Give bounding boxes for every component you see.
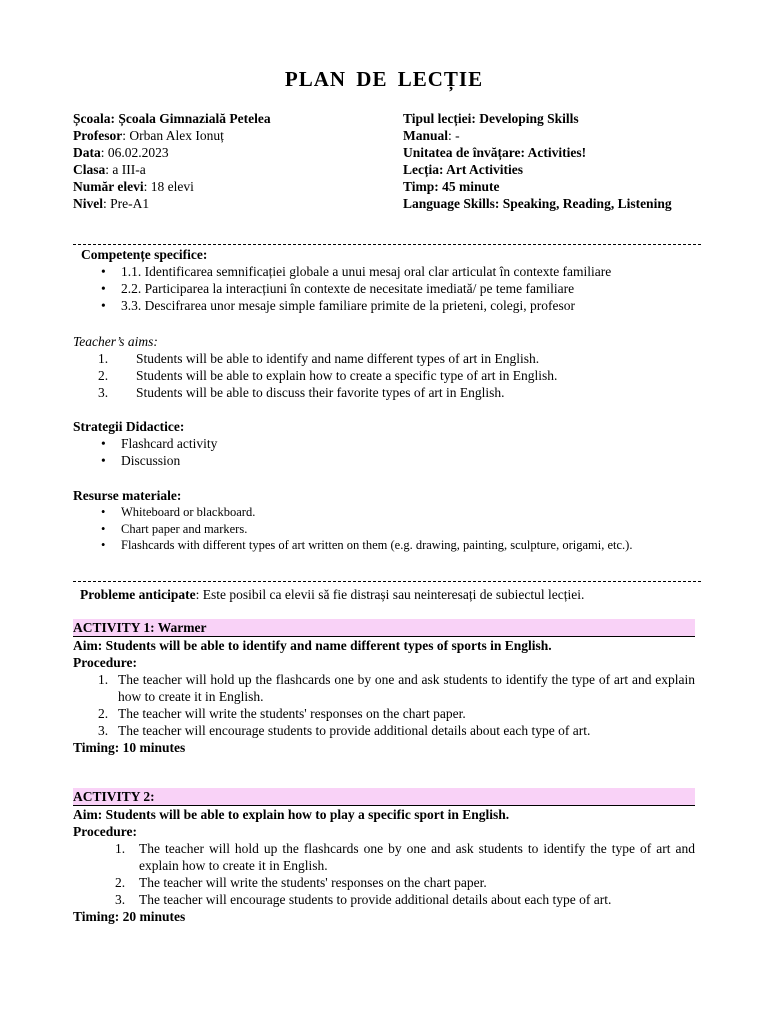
- probleme-text: : Este posibil ca elevii să fie distrași sau neinteresați de subiectul lecției.: [195, 587, 585, 602]
- list-item: 1. The teacher will hold up the flashcards one by one and ask students to identify the type of art and explain how to create it in English.: [115, 841, 695, 873]
- list-item: 2. The teacher will write the students' responses on the chart paper.: [115, 875, 487, 890]
- probleme-label: Probleme anticipate: [80, 587, 196, 602]
- aims-heading: Teacher’s aims:: [73, 334, 158, 349]
- list-item: 1. The teacher will hold up the flashcards one by one and ask students to identify the type of art and explain how to create it in English.: [98, 672, 695, 704]
- activity-2-steps: [73, 840, 695, 908]
- resurse-heading: Resurse materiale:: [73, 488, 182, 503]
- lesson-row: Lecția: Art Activities: [403, 162, 523, 177]
- header-left-column: [73, 110, 393, 212]
- students-row: Număr elevi: 18 elevi: [73, 179, 194, 194]
- time-row: Timp: 45 minute: [403, 179, 500, 194]
- list-item: • 1.1. Identificarea semnificației globale a unui mesaj oral clar articulat în contexte familiare: [121, 263, 701, 280]
- list-item: • 3.3. Descifrarea unor mesaje simple familiare primite de la prieteni, colegi, profesor: [121, 297, 701, 314]
- header-right-column: [403, 110, 683, 212]
- list-item: • Flashcard activity: [121, 435, 701, 452]
- aims-section: [73, 333, 701, 401]
- list-item: 3. Students will be able to discuss their favorite types of art in English.: [98, 385, 505, 400]
- activity-2-procedure-label: Procedure:: [73, 824, 137, 839]
- divider-line: [73, 581, 701, 582]
- strategii-section: [73, 418, 701, 469]
- activity-2-aim: Aim: Students will be able to explain how to play a specific sport in English.: [73, 807, 510, 822]
- competente-heading: Competențe specifice:: [81, 247, 208, 262]
- skills-row: Language Skills: Speaking, Reading, Listening: [403, 196, 672, 211]
- level-row: Nivel: Pre-A1: [73, 196, 150, 211]
- activity-2-title: ACTIVITY 2:: [73, 788, 695, 806]
- list-item: • 2.2. Participarea la interacțiuni în contexte de necesitate imediată/ pe teme familiare: [121, 280, 701, 297]
- list-item: 2. Students will be able to explain how to create a specific type of art in English.: [98, 368, 558, 383]
- divider-line: [73, 244, 701, 245]
- activity-1-aim: Aim: Students will be able to identify and name different types of sports in English.: [73, 638, 552, 653]
- list-item: 2. The teacher will write the students' responses on the chart paper.: [98, 706, 466, 721]
- activity-2: [73, 788, 695, 925]
- page-title: PLAN DE LECȚIE: [284, 67, 484, 91]
- list-item: • Flashcards with different types of art written on them (e.g. drawing, painting, sculpture, origami, etc.).: [121, 537, 695, 554]
- list-item: 3. The teacher will encourage students to provide additional details about each type of art.: [115, 892, 612, 907]
- aims-list: [73, 350, 701, 401]
- teacher-row: Profesor: Orban Alex Ionuț: [73, 128, 224, 143]
- date-row: Data: 06.02.2023: [73, 145, 169, 160]
- activity-1-procedure-label: Procedure:: [73, 655, 137, 670]
- list-item: • Discussion: [121, 452, 701, 469]
- list-item: • Whiteboard or blackboard.: [121, 504, 695, 521]
- unit-row: Unitatea de învățare: Activities!: [403, 145, 587, 160]
- activity-2-timing: Timing: 20 minutes: [73, 909, 186, 924]
- activity-1-steps: [73, 671, 695, 739]
- activity-1: [73, 619, 695, 756]
- competente-section: [73, 246, 701, 314]
- activity-1-title: ACTIVITY 1: Warmer: [73, 619, 695, 637]
- resurse-section: [73, 487, 701, 554]
- list-item: 3. The teacher will encourage students to provide additional details about each type of art.: [98, 723, 591, 738]
- resurse-list: [73, 504, 701, 554]
- strategii-list: [73, 435, 701, 469]
- list-item: 1. Students will be able to identify and name different types of art in English.: [98, 351, 540, 366]
- probleme-section: [73, 586, 708, 603]
- school-row: Școala: Școala Gimnazială Petelea: [73, 111, 271, 126]
- manual-row: Manual: -: [403, 128, 460, 143]
- list-item: • Chart paper and markers.: [121, 521, 695, 538]
- lesson-type-row: Tipul lecției: Developing Skills: [403, 111, 579, 126]
- strategii-heading: Strategii Didactice:: [73, 419, 185, 434]
- competente-list: [73, 263, 701, 314]
- activity-1-timing: Timing: 10 minutes: [73, 740, 186, 755]
- class-row: Clasa: a III-a: [73, 162, 146, 177]
